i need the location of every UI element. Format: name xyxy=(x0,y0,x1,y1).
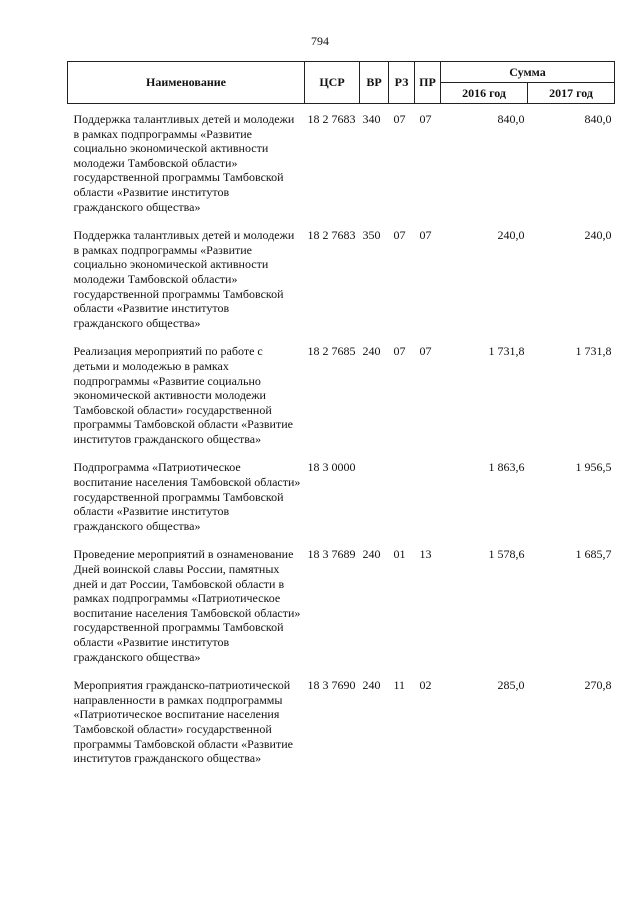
header-pr: ПР xyxy=(415,62,441,104)
row-rz: 07 xyxy=(393,228,406,243)
row-name: Реализация мероприятий по работе с детьми и молодежью в рамках подпрограммы «Развитие социально экономической активности молодежи Тамбовской области» государственной программы Тамбовской области «Развитие институтов гражданского общества» xyxy=(73,344,293,446)
table-row xyxy=(68,104,615,229)
row-rz: 11 xyxy=(393,678,406,693)
row-pr: 07 xyxy=(419,344,432,359)
table-header xyxy=(68,62,615,104)
row-pr: 07 xyxy=(419,228,432,243)
row-csr: 18 2 7685 xyxy=(307,344,356,359)
row-name: Поддержка талантливых детей и молодежи в рамках подпрограммы «Развитие социально экономической активности молодежи Тамбовской области» государственной программы Тамбовской области «Развитие институтов гражданского общества» xyxy=(73,228,295,330)
header-year-2016: 2016 год xyxy=(441,83,528,104)
row-name: Проведение мероприятий в ознаменование Дней воинской славы России, памятных дней и дат России, Тамбовской области в рамках подпрограммы «Патриотическое воспитание населения Тамбовской области» государственной программы Тамбовской области «Развитие институтов гражданского общества» xyxy=(73,547,301,664)
row-sum-2017: 840,0 xyxy=(584,112,612,126)
row-sum-2016: 840,0 xyxy=(497,112,525,126)
row-sum-2016: 1 578,6 xyxy=(488,547,525,562)
row-sum-2016: 1 731,8 xyxy=(488,344,525,359)
row-sum-2017: 1 956,5 xyxy=(575,460,612,475)
row-pr: 13 xyxy=(419,547,432,562)
row-vr: 240 xyxy=(362,678,381,693)
header-rz: РЗ xyxy=(389,62,415,104)
row-rz: 01 xyxy=(393,547,406,562)
row-rz: 07 xyxy=(393,112,406,126)
header-name: Наименование xyxy=(68,62,305,104)
table-body xyxy=(68,104,615,780)
table-row xyxy=(68,547,615,678)
row-rz xyxy=(389,460,415,547)
budget-table xyxy=(67,61,615,780)
header-vr: ВР xyxy=(360,62,389,104)
row-vr: 340 xyxy=(362,112,381,126)
row-vr: 350 xyxy=(362,228,381,243)
row-name: Поддержка талантливых детей и молодежи в рамках подпрограммы «Развитие социально экономической активности молодежи Тамбовской области» государственной программы Тамбовской области «Развитие институтов гражданского общества» xyxy=(73,112,295,214)
row-sum-2017: 270,8 xyxy=(584,678,612,693)
header-sum: Сумма xyxy=(441,62,615,83)
row-sum-2017: 1 685,7 xyxy=(575,547,612,562)
row-sum-2017: 1 731,8 xyxy=(575,344,612,359)
row-vr xyxy=(360,460,389,547)
page-number: 794 xyxy=(311,34,329,48)
row-sum-2017: 240,0 xyxy=(584,228,612,243)
row-pr: 07 xyxy=(419,112,432,126)
header-csr: ЦСР xyxy=(305,62,360,104)
header-year-2017: 2017 год xyxy=(528,83,615,104)
table-row xyxy=(68,678,615,780)
row-csr: 18 2 7683 xyxy=(307,228,356,243)
row-sum-2016: 285,0 xyxy=(497,678,525,693)
row-csr: 18 3 7690 xyxy=(307,678,356,693)
row-rz: 07 xyxy=(393,344,406,359)
row-csr: 18 2 7683 xyxy=(307,112,356,126)
row-sum-2016: 1 863,6 xyxy=(488,460,525,475)
row-csr: 18 3 0000 xyxy=(307,460,356,475)
table-row xyxy=(68,460,615,547)
table-row xyxy=(68,228,615,344)
table-row xyxy=(68,344,615,460)
row-name: Подпрограмма «Патриотическое воспитание населения Тамбовской области» государственной программы Тамбовской области «Развитие институтов гражданского общества» xyxy=(73,460,301,533)
row-csr: 18 3 7689 xyxy=(307,547,356,562)
row-pr xyxy=(415,460,441,547)
row-vr: 240 xyxy=(362,344,381,359)
row-vr: 240 xyxy=(362,547,381,562)
row-name: Мероприятия гражданско-патриотической направленности в рамках подпрограммы «Патриотическое воспитание населения Тамбовской области» государственной программы Тамбовской области «Развитие институтов гражданского общества» xyxy=(73,678,293,766)
row-pr: 02 xyxy=(419,678,432,693)
row-sum-2016: 240,0 xyxy=(497,228,525,243)
